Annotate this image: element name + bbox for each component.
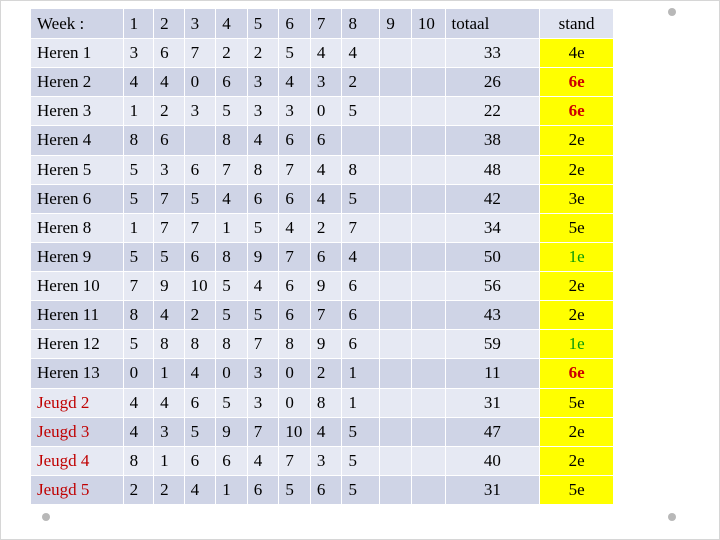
round-score-7: 2 bbox=[310, 213, 342, 242]
round-score-1: 2 bbox=[123, 475, 154, 504]
round-score-7: 4 bbox=[310, 417, 342, 446]
total-score: 59 bbox=[445, 330, 540, 359]
stand-badge: 2e bbox=[540, 301, 614, 330]
total-score: 38 bbox=[445, 126, 540, 155]
team-name: Heren 8 bbox=[31, 213, 124, 242]
round-score-4: 2 bbox=[216, 39, 248, 68]
round-score-8: 5 bbox=[342, 446, 380, 475]
round-score-9 bbox=[380, 475, 412, 504]
round-score-9 bbox=[380, 39, 412, 68]
stand-badge: 5e bbox=[540, 213, 614, 242]
round-score-7: 8 bbox=[310, 388, 342, 417]
round-score-4: 8 bbox=[216, 126, 248, 155]
round-score-4: 9 bbox=[216, 417, 248, 446]
score-table bbox=[30, 8, 614, 505]
round-header-1: 1 bbox=[123, 9, 154, 39]
team-name: Heren 3 bbox=[31, 97, 124, 126]
team-name: Jeugd 3 bbox=[31, 417, 124, 446]
week-label: Week : bbox=[31, 9, 124, 39]
round-score-2: 1 bbox=[154, 359, 185, 388]
round-score-2: 8 bbox=[154, 330, 185, 359]
round-score-8: 1 bbox=[342, 359, 380, 388]
round-score-4: 1 bbox=[216, 475, 248, 504]
round-score-7: 6 bbox=[310, 126, 342, 155]
round-score-3: 5 bbox=[184, 184, 216, 213]
round-score-9 bbox=[380, 272, 412, 301]
round-score-8 bbox=[342, 126, 380, 155]
stand-badge: 2e bbox=[540, 272, 614, 301]
total-score: 47 bbox=[445, 417, 540, 446]
round-score-1: 5 bbox=[123, 330, 154, 359]
round-score-10 bbox=[411, 242, 445, 271]
round-score-10 bbox=[411, 97, 445, 126]
round-score-6: 6 bbox=[279, 301, 311, 330]
round-score-3: 0 bbox=[184, 68, 216, 97]
round-score-10 bbox=[411, 39, 445, 68]
round-score-4: 0 bbox=[216, 359, 248, 388]
header-row bbox=[31, 9, 614, 39]
round-score-4: 1 bbox=[216, 213, 248, 242]
round-score-5: 7 bbox=[247, 330, 279, 359]
round-header-9: 9 bbox=[380, 9, 412, 39]
table-row bbox=[31, 388, 614, 417]
round-score-3: 3 bbox=[184, 97, 216, 126]
round-score-9 bbox=[380, 68, 412, 97]
round-score-4: 8 bbox=[216, 330, 248, 359]
round-score-2: 3 bbox=[154, 155, 185, 184]
team-name: Jeugd 5 bbox=[31, 475, 124, 504]
table-row bbox=[31, 301, 614, 330]
stand-badge: 2e bbox=[540, 417, 614, 446]
table-row bbox=[31, 68, 614, 97]
round-score-1: 4 bbox=[123, 68, 154, 97]
round-score-2: 6 bbox=[154, 39, 185, 68]
table-row bbox=[31, 446, 614, 475]
round-score-6: 4 bbox=[279, 68, 311, 97]
round-score-1: 5 bbox=[123, 242, 154, 271]
round-score-3: 6 bbox=[184, 388, 216, 417]
round-score-6: 5 bbox=[279, 475, 311, 504]
round-score-5: 8 bbox=[247, 155, 279, 184]
round-score-2: 7 bbox=[154, 213, 185, 242]
round-header-7: 7 bbox=[310, 9, 342, 39]
total-score: 31 bbox=[445, 475, 540, 504]
stand-badge: 1e bbox=[540, 330, 614, 359]
round-score-3: 4 bbox=[184, 475, 216, 504]
round-score-9 bbox=[380, 213, 412, 242]
round-score-6: 6 bbox=[279, 126, 311, 155]
round-score-6: 10 bbox=[279, 417, 311, 446]
stand-badge: 5e bbox=[540, 388, 614, 417]
round-score-9 bbox=[380, 242, 412, 271]
round-score-3: 6 bbox=[184, 242, 216, 271]
round-score-2: 4 bbox=[154, 68, 185, 97]
round-score-7: 0 bbox=[310, 97, 342, 126]
round-score-1: 8 bbox=[123, 446, 154, 475]
round-score-10 bbox=[411, 213, 445, 242]
round-score-1: 4 bbox=[123, 388, 154, 417]
round-score-10 bbox=[411, 68, 445, 97]
round-score-3: 2 bbox=[184, 301, 216, 330]
total-score: 26 bbox=[445, 68, 540, 97]
round-score-4: 6 bbox=[216, 68, 248, 97]
round-score-4: 5 bbox=[216, 301, 248, 330]
round-score-10 bbox=[411, 126, 445, 155]
team-name: Heren 1 bbox=[31, 39, 124, 68]
total-score: 40 bbox=[445, 446, 540, 475]
team-name: Heren 5 bbox=[31, 155, 124, 184]
stand-badge: 3e bbox=[540, 184, 614, 213]
corner-dot-top-right bbox=[668, 8, 676, 16]
stand-badge: 2e bbox=[540, 446, 614, 475]
team-name: Heren 13 bbox=[31, 359, 124, 388]
total-score: 43 bbox=[445, 301, 540, 330]
round-score-9 bbox=[380, 97, 412, 126]
round-header-2: 2 bbox=[154, 9, 185, 39]
stand-badge: 2e bbox=[540, 126, 614, 155]
team-name: Heren 10 bbox=[31, 272, 124, 301]
stand-badge: 2e bbox=[540, 155, 614, 184]
stand-badge: 6e bbox=[540, 68, 614, 97]
table-row bbox=[31, 417, 614, 446]
round-score-8: 1 bbox=[342, 388, 380, 417]
round-score-5: 4 bbox=[247, 446, 279, 475]
round-score-1: 1 bbox=[123, 213, 154, 242]
round-score-1: 5 bbox=[123, 184, 154, 213]
round-score-8: 6 bbox=[342, 301, 380, 330]
round-score-2: 7 bbox=[154, 184, 185, 213]
round-score-8: 5 bbox=[342, 184, 380, 213]
round-score-3 bbox=[184, 126, 216, 155]
round-score-8: 6 bbox=[342, 330, 380, 359]
round-score-7: 6 bbox=[310, 475, 342, 504]
stand-header: stand bbox=[540, 9, 614, 39]
round-score-7: 2 bbox=[310, 359, 342, 388]
round-score-5: 9 bbox=[247, 242, 279, 271]
round-score-7: 3 bbox=[310, 446, 342, 475]
round-score-7: 9 bbox=[310, 272, 342, 301]
stand-badge: 5e bbox=[540, 475, 614, 504]
round-score-8: 6 bbox=[342, 272, 380, 301]
round-score-10 bbox=[411, 330, 445, 359]
round-score-7: 4 bbox=[310, 39, 342, 68]
round-score-10 bbox=[411, 417, 445, 446]
round-score-8: 4 bbox=[342, 242, 380, 271]
round-score-1: 5 bbox=[123, 155, 154, 184]
round-score-5: 2 bbox=[247, 39, 279, 68]
round-header-5: 5 bbox=[247, 9, 279, 39]
round-score-1: 0 bbox=[123, 359, 154, 388]
round-score-6: 8 bbox=[279, 330, 311, 359]
round-score-5: 3 bbox=[247, 388, 279, 417]
round-score-5: 7 bbox=[247, 417, 279, 446]
round-score-3: 4 bbox=[184, 359, 216, 388]
total-score: 33 bbox=[445, 39, 540, 68]
round-score-3: 6 bbox=[184, 446, 216, 475]
round-score-4: 5 bbox=[216, 97, 248, 126]
total-score: 56 bbox=[445, 272, 540, 301]
round-score-9 bbox=[380, 126, 412, 155]
team-name: Heren 9 bbox=[31, 242, 124, 271]
table-row bbox=[31, 242, 614, 271]
team-name: Heren 2 bbox=[31, 68, 124, 97]
total-header: totaal bbox=[445, 9, 540, 39]
round-score-9 bbox=[380, 301, 412, 330]
round-score-2: 2 bbox=[154, 97, 185, 126]
round-score-2: 4 bbox=[154, 301, 185, 330]
total-score: 50 bbox=[445, 242, 540, 271]
round-score-3: 5 bbox=[184, 417, 216, 446]
round-score-4: 8 bbox=[216, 242, 248, 271]
round-score-9 bbox=[380, 446, 412, 475]
table-row bbox=[31, 272, 614, 301]
round-score-5: 3 bbox=[247, 97, 279, 126]
stand-badge: 6e bbox=[540, 97, 614, 126]
total-score: 22 bbox=[445, 97, 540, 126]
team-name: Jeugd 2 bbox=[31, 388, 124, 417]
round-score-8: 2 bbox=[342, 68, 380, 97]
round-score-9 bbox=[380, 417, 412, 446]
round-score-10 bbox=[411, 446, 445, 475]
round-score-5: 3 bbox=[247, 68, 279, 97]
round-score-7: 3 bbox=[310, 68, 342, 97]
round-score-8: 5 bbox=[342, 97, 380, 126]
round-score-9 bbox=[380, 388, 412, 417]
round-score-2: 4 bbox=[154, 388, 185, 417]
table-row bbox=[31, 126, 614, 155]
round-score-7: 9 bbox=[310, 330, 342, 359]
round-score-10 bbox=[411, 301, 445, 330]
round-score-10 bbox=[411, 272, 445, 301]
round-header-4: 4 bbox=[216, 9, 248, 39]
round-score-3: 7 bbox=[184, 39, 216, 68]
round-score-3: 8 bbox=[184, 330, 216, 359]
round-score-5: 5 bbox=[247, 213, 279, 242]
round-score-4: 6 bbox=[216, 446, 248, 475]
round-score-1: 7 bbox=[123, 272, 154, 301]
round-score-9 bbox=[380, 155, 412, 184]
round-score-8: 4 bbox=[342, 39, 380, 68]
team-name: Heren 12 bbox=[31, 330, 124, 359]
stand-badge: 4e bbox=[540, 39, 614, 68]
team-name: Jeugd 4 bbox=[31, 446, 124, 475]
round-score-3: 10 bbox=[184, 272, 216, 301]
round-score-2: 5 bbox=[154, 242, 185, 271]
round-score-8: 5 bbox=[342, 417, 380, 446]
round-score-2: 6 bbox=[154, 126, 185, 155]
round-score-9 bbox=[380, 184, 412, 213]
round-score-6: 6 bbox=[279, 272, 311, 301]
round-score-6: 5 bbox=[279, 39, 311, 68]
round-score-8: 8 bbox=[342, 155, 380, 184]
round-score-6: 0 bbox=[279, 359, 311, 388]
round-score-4: 5 bbox=[216, 272, 248, 301]
round-score-6: 6 bbox=[279, 184, 311, 213]
round-score-6: 0 bbox=[279, 388, 311, 417]
round-score-4: 5 bbox=[216, 388, 248, 417]
total-score: 42 bbox=[445, 184, 540, 213]
round-score-1: 4 bbox=[123, 417, 154, 446]
round-score-2: 1 bbox=[154, 446, 185, 475]
total-score: 31 bbox=[445, 388, 540, 417]
round-score-7: 6 bbox=[310, 242, 342, 271]
round-score-7: 7 bbox=[310, 301, 342, 330]
round-score-10 bbox=[411, 359, 445, 388]
round-score-4: 4 bbox=[216, 184, 248, 213]
round-score-8: 5 bbox=[342, 475, 380, 504]
round-score-4: 7 bbox=[216, 155, 248, 184]
round-score-3: 6 bbox=[184, 155, 216, 184]
round-score-5: 6 bbox=[247, 475, 279, 504]
round-score-1: 8 bbox=[123, 126, 154, 155]
table-row bbox=[31, 184, 614, 213]
total-score: 48 bbox=[445, 155, 540, 184]
round-score-5: 4 bbox=[247, 126, 279, 155]
round-score-5: 5 bbox=[247, 301, 279, 330]
round-score-6: 3 bbox=[279, 97, 311, 126]
table-row bbox=[31, 97, 614, 126]
round-score-5: 4 bbox=[247, 272, 279, 301]
round-score-1: 3 bbox=[123, 39, 154, 68]
round-header-6: 6 bbox=[279, 9, 311, 39]
round-score-5: 3 bbox=[247, 359, 279, 388]
round-score-10 bbox=[411, 155, 445, 184]
team-name: Heren 4 bbox=[31, 126, 124, 155]
round-score-8: 7 bbox=[342, 213, 380, 242]
table-row bbox=[31, 39, 614, 68]
round-score-6: 7 bbox=[279, 155, 311, 184]
table-row bbox=[31, 213, 614, 242]
round-score-5: 6 bbox=[247, 184, 279, 213]
round-score-1: 8 bbox=[123, 301, 154, 330]
total-score: 34 bbox=[445, 213, 540, 242]
round-score-3: 7 bbox=[184, 213, 216, 242]
round-score-10 bbox=[411, 388, 445, 417]
round-score-6: 7 bbox=[279, 242, 311, 271]
corner-dot-bottom-right bbox=[668, 513, 676, 521]
round-header-8: 8 bbox=[342, 9, 380, 39]
stand-badge: 6e bbox=[540, 359, 614, 388]
round-score-6: 4 bbox=[279, 213, 311, 242]
round-score-2: 9 bbox=[154, 272, 185, 301]
table-row bbox=[31, 155, 614, 184]
round-score-7: 4 bbox=[310, 184, 342, 213]
round-score-7: 4 bbox=[310, 155, 342, 184]
round-header-3: 3 bbox=[184, 9, 216, 39]
team-name: Heren 6 bbox=[31, 184, 124, 213]
table-row bbox=[31, 359, 614, 388]
round-score-2: 3 bbox=[154, 417, 185, 446]
round-score-1: 1 bbox=[123, 97, 154, 126]
round-score-2: 2 bbox=[154, 475, 185, 504]
stand-badge: 1e bbox=[540, 242, 614, 271]
total-score: 11 bbox=[445, 359, 540, 388]
table-row bbox=[31, 475, 614, 504]
team-name: Heren 11 bbox=[31, 301, 124, 330]
corner-dot-bottom-left bbox=[42, 513, 50, 521]
round-header-10: 10 bbox=[411, 9, 445, 39]
round-score-9 bbox=[380, 359, 412, 388]
round-score-10 bbox=[411, 184, 445, 213]
round-score-9 bbox=[380, 330, 412, 359]
round-score-10 bbox=[411, 475, 445, 504]
round-score-6: 7 bbox=[279, 446, 311, 475]
table-row bbox=[31, 330, 614, 359]
